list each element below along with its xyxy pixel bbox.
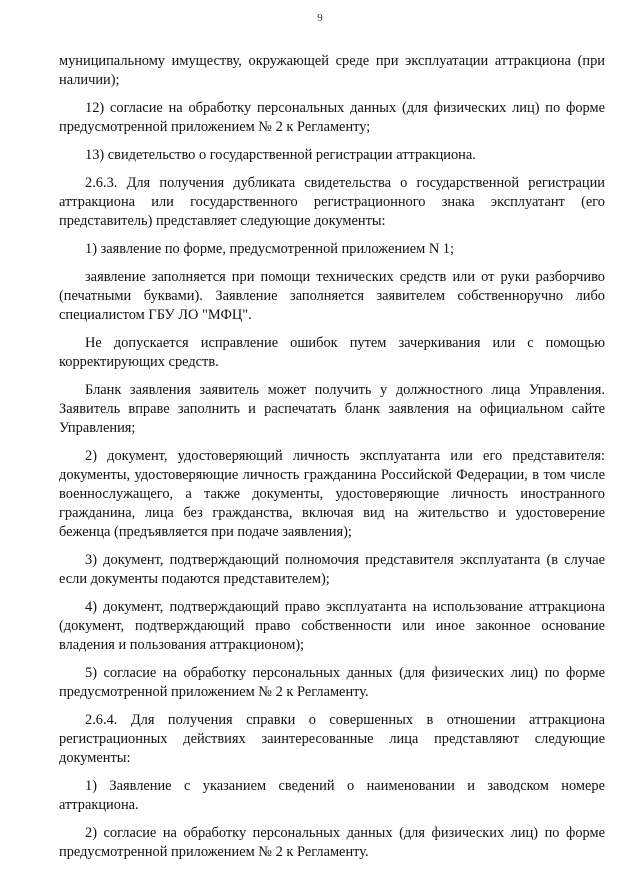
paragraph-item-4-right: 4) документ, подтверждающий право эксплуатанта на использование аттракциона (документ, подтверждающий право собственности или иное законное основание владения и пользования аттракционом); (59, 599, 605, 653)
paragraph-item-1-application: 1) заявление по форме, предусмотренной приложением N 1; (85, 241, 455, 257)
paragraph-section-2-6-4: 2.6.4. Для получения справки о совершенных в отношении аттракциона регистрационных действиях заинтересованные лица представляют следующие документы: (59, 712, 605, 766)
document-body (59, 52, 605, 871)
page-number: 9 (317, 12, 323, 24)
paragraph-application-form: Бланк заявления заявитель может получить у должностного лица Управления. Заявитель вправе заполнить и распечатать бланк заявления на официальном сайте Управления; (59, 382, 605, 436)
paragraph-item-3-authority: 3) документ, подтверждающий полномочия представителя эксплуатанта (в случае если документы подаются представителем); (59, 552, 605, 587)
paragraph-item-2-identity: 2) документ, удостоверяющий личность эксплуатанта или его представителя: документы, удостоверяющие личность гражданина Российской Федерации, в том числе военнослужащего, а также документы, удостоверяющие личность иностранного гражданина, лица без гражданства, включая вид на жительство и удостоверение беженца (предъявляется при подаче заявления); (59, 448, 605, 540)
paragraph-item-5-consent: 5) согласие на обработку персональных данных (для физических лиц) по форме предусмотренной приложением № 2 к Регламенту. (59, 665, 605, 700)
paragraph-item-13: 13) свидетельство о государственной регистрации аттракциона. (85, 147, 476, 163)
paragraph-item-12: 12) согласие на обработку персональных данных (для физических лиц) по форме предусмотренной приложением № 2 к Регламенту; (59, 100, 605, 135)
paragraph-section-2-6-3: 2.6.3. Для получения дубликата свидетельства о государственной регистрации аттракциона или государственного регистрационного знака эксплуатант (его представитель) представляет следующие документы: (59, 175, 605, 229)
paragraph-application-filling: заявление заполняется при помощи технических средств или от руки разборчиво (печатными буквами). Заявление заполняется заявителем собственноручно либо специалистом ГБУ ЛО "МФЦ". (59, 269, 605, 323)
paragraph-no-corrections: Не допускается исправление ошибок путем зачеркивания или с помощью корректирующих средств. (59, 335, 605, 370)
paragraph-item-1-statement: 1) Заявление с указанием сведений о наименовании и заводском номере аттракциона. (59, 778, 605, 813)
paragraph-item-2-consent: 2) согласие на обработку персональных данных (для физических лиц) по форме предусмотренной приложением № 2 к Регламенту. (59, 825, 605, 860)
paragraph-continuation: муниципальному имуществу, окружающей среде при эксплуатации аттракциона (при наличии); (59, 53, 605, 88)
